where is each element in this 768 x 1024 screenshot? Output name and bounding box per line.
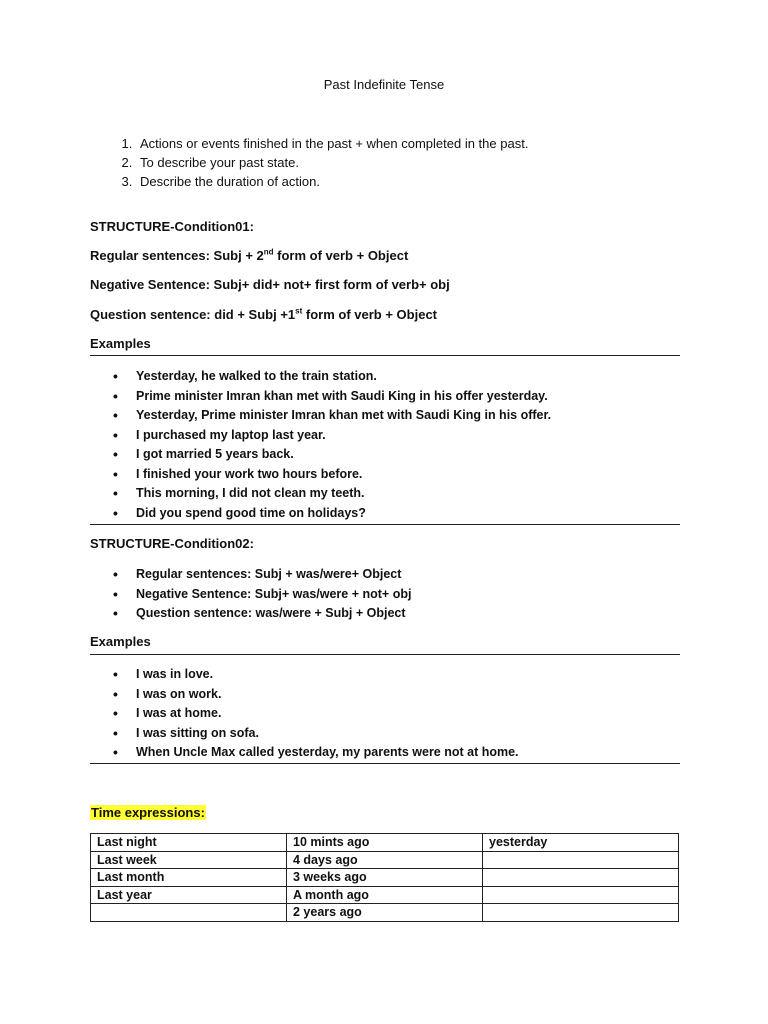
list-item: 1. Actions or events finished in the past + when completed in the past.: [136, 134, 528, 153]
divider: [90, 524, 680, 525]
table-cell: [483, 869, 679, 887]
time-expressions-table: [90, 833, 679, 922]
structure2-heading: STRUCTURE-Condition02:: [90, 536, 254, 551]
list-item: • I got married 5 years back.: [136, 445, 551, 465]
table-cell: [483, 851, 679, 869]
question-sup: st: [295, 306, 303, 316]
page-title: Past Indefinite Tense: [323, 77, 445, 92]
question-text: Question sentence: did + Subj +1: [90, 307, 296, 322]
table-cell: Last month: [91, 869, 287, 887]
table-cell: [483, 904, 679, 922]
list-item: • I was in love.: [136, 665, 519, 685]
list-item: 3. Describe the duration of action.: [136, 172, 528, 191]
time-expressions-heading: [90, 805, 206, 820]
list-item: • Yesterday, Prime minister Imran khan met with Saudi King in his offer.: [136, 406, 551, 426]
question-text-end: form of verb + Object: [302, 307, 438, 322]
list-item: • I was sitting on sofa.: [136, 724, 519, 744]
regular-text-end: form of verb + Object: [273, 248, 409, 263]
divider: [90, 654, 680, 655]
highlighted-heading: Time expressions:: [91, 805, 205, 820]
list-item: • I was on work.: [136, 685, 519, 705]
list-item: • Yesterday, he walked to the train station.: [136, 367, 551, 387]
table-cell: [483, 886, 679, 904]
list-item: • Negative Sentence: Subj+ was/were + not+ obj: [136, 585, 411, 605]
table-cell: Last year: [91, 886, 287, 904]
list-item: • I purchased my laptop last year.: [136, 426, 551, 446]
list-item: • I was at home.: [136, 704, 519, 724]
table-row: [91, 904, 679, 922]
table-cell: 3 weeks ago: [287, 869, 483, 887]
structure2-rules: [112, 565, 411, 624]
list-item: • I finished your work two hours before.: [136, 465, 551, 485]
regular-text: Regular sentences: Subj + 2: [90, 248, 264, 263]
table-cell: [91, 904, 287, 922]
table-row: [91, 886, 679, 904]
list-item: 2. To describe your past state.: [136, 153, 528, 172]
table-row: [91, 851, 679, 869]
list-item: • Prime minister Imran khan met with Saudi King in his offer yesterday.: [136, 387, 551, 407]
divider: [90, 763, 680, 764]
table-cell: 4 days ago: [287, 851, 483, 869]
divider: [90, 355, 680, 356]
table-cell: 2 years ago: [287, 904, 483, 922]
examples-list-2: [112, 665, 519, 763]
structure1-regular: [90, 248, 408, 263]
table-row: [91, 869, 679, 887]
list-item: • When Uncle Max called yesterday, my parents were not at home.: [136, 743, 519, 763]
examples-list-1: [112, 367, 551, 523]
structure1-negative: Negative Sentence: Subj+ did+ not+ first form of verb+ obj: [90, 277, 450, 292]
regular-sup: nd: [263, 247, 274, 257]
list-item: • This morning, I did not clean my teeth.: [136, 484, 551, 504]
examples-heading-2: Examples: [90, 634, 151, 649]
table-cell: Last night: [91, 834, 287, 852]
table-cell: yesterday: [483, 834, 679, 852]
list-item: • Question sentence: was/were + Subj + Object: [136, 604, 411, 624]
table-row: [91, 834, 679, 852]
structure1-question: [90, 307, 437, 322]
table-cell: Last week: [91, 851, 287, 869]
list-item: • Regular sentences: Subj + was/were+ Object: [136, 565, 411, 585]
table-cell: A month ago: [287, 886, 483, 904]
list-item: • Did you spend good time on holidays?: [136, 504, 551, 524]
examples-heading-1: Examples: [90, 336, 151, 351]
structure1-heading: STRUCTURE-Condition01:: [90, 219, 254, 234]
uses-list: [112, 134, 528, 191]
table-cell: 10 mints ago: [287, 834, 483, 852]
